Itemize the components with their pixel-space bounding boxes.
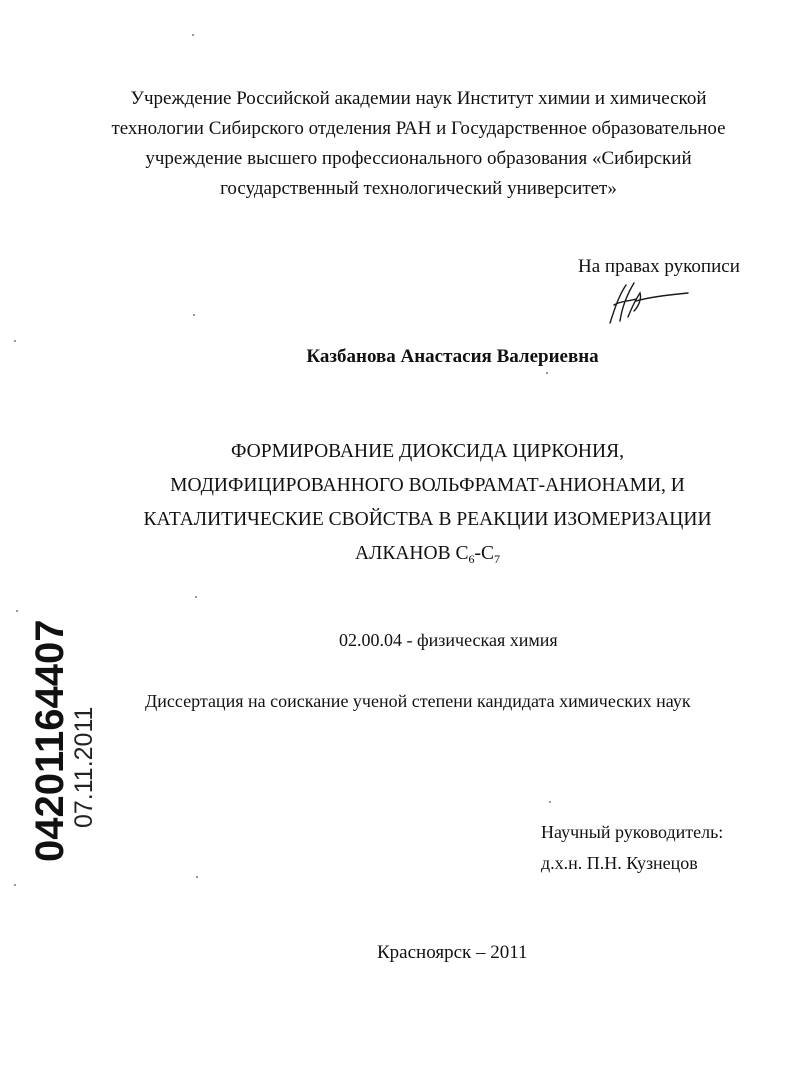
stamp-number: 04201164407 <box>28 619 72 862</box>
title-line-3: КАТАЛИТИЧЕСКИЕ СВОЙСТВА В РЕАКЦИИ ИЗОМЕРИЗАЦИИ <box>143 509 712 530</box>
city-year: Красноярск – 2011 <box>377 942 528 963</box>
scan-speck <box>14 340 16 342</box>
title-line-1: ФОРМИРОВАНИЕ ДИОКСИДА ЦИРКОНИЯ, <box>231 441 624 462</box>
dissertation-title <box>40 435 797 571</box>
title-line-2: МОДИФИЦИРОВАННОГО ВОЛЬФРАМАТ-АНИОНАМИ, И <box>170 475 685 496</box>
institution-line-2: технологии Сибирского отделения РАН и Государственное образовательное <box>111 118 726 139</box>
scan-speck <box>14 884 16 886</box>
institution-line-1: Учреждение Российской академии наук Институт химии и химической <box>130 88 707 109</box>
institution-line-3: учреждение высшего профессионального образования «Сибирский <box>145 148 692 169</box>
author-name: Казбанова Анастасия Валериевна <box>306 346 599 367</box>
supervisor-label: Научный руководитель: <box>541 822 724 842</box>
specialty-code: 02.00.04 - физическая химия <box>339 630 558 650</box>
title-subscript-7: 7 <box>493 552 500 566</box>
scan-speck <box>549 801 551 803</box>
degree-statement: Диссертация на соискание ученой степени кандидата химических наук <box>145 691 691 711</box>
title-subscript-6: 6 <box>468 552 475 566</box>
manuscript-rights-note: На правах рукописи <box>578 256 740 277</box>
scan-speck <box>192 34 194 36</box>
scan-speck <box>193 314 195 316</box>
scan-speck <box>195 596 197 598</box>
scan-speck <box>16 610 18 612</box>
supervisor-block <box>541 817 723 879</box>
signature-mark <box>600 277 692 327</box>
title-line-4 <box>40 537 797 571</box>
institution-line-4: государственный технологический университет» <box>220 178 617 199</box>
institution-header <box>40 84 797 204</box>
title-line-4-prefix: АЛКАНОВ С <box>355 543 469 564</box>
title-dash: -С <box>474 543 494 564</box>
scan-speck <box>196 876 198 878</box>
stamp-date: 07.11.2011 <box>70 706 98 828</box>
supervisor-name: д.х.н. П.Н. Кузнецов <box>541 853 698 873</box>
scan-speck <box>546 372 548 374</box>
